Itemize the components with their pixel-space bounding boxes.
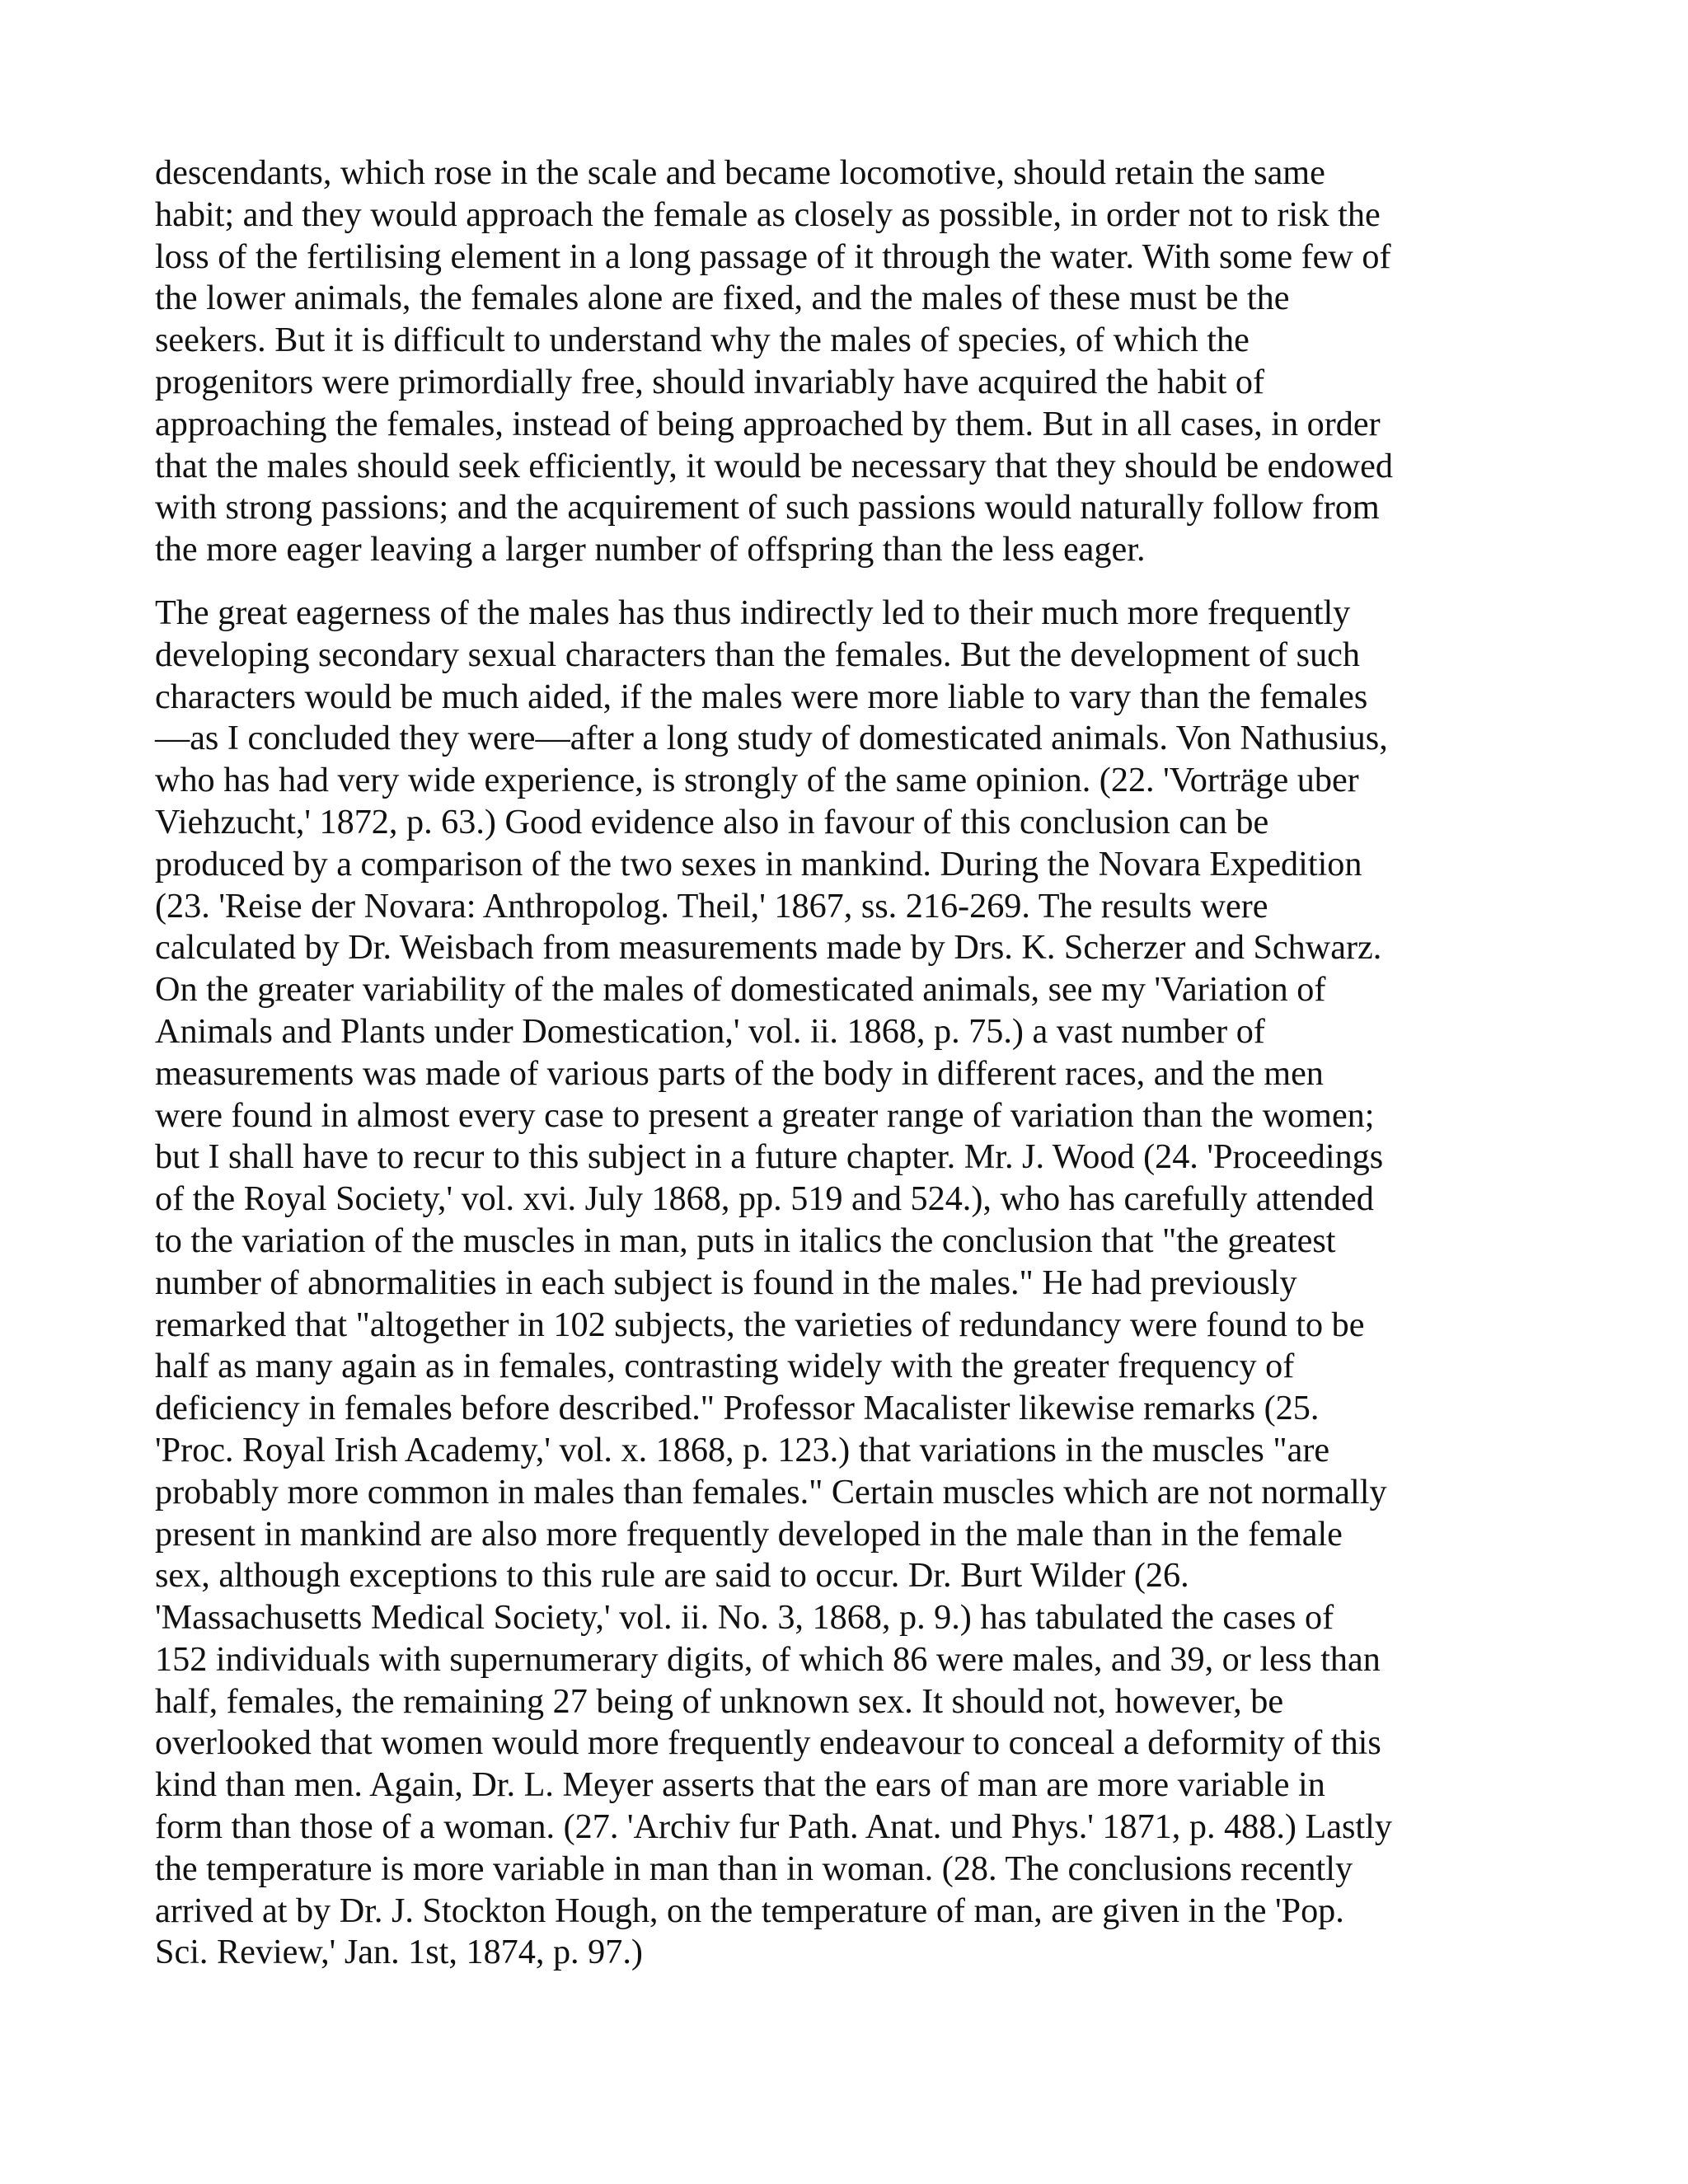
text-line: (23. 'Reise der Novara: Anthropolog. Theil,' 1867, ss. 216-269. The results were xyxy=(155,886,1268,926)
text-line: the lower animals, the females alone are fixed, and the males of these must be the xyxy=(155,279,1290,318)
text-line: Viehzucht,' 1872, p. 63.) Good evidence also in favour of this conclusion can be xyxy=(155,802,1269,841)
text-line: descendants, which rose in the scale and became locomotive, should retain the same xyxy=(155,153,1325,192)
text-line: who has had very wide experience, is strongly of the same opinion. (22. 'Vorträge uber xyxy=(155,761,1359,800)
text-line: of the Royal Society,' vol. xvi. July 1868, pp. 519 and 524.), who has carefully attended xyxy=(155,1179,1374,1219)
text-line: seekers. But it is difficult to understand why the males of species, of which the xyxy=(155,321,1250,360)
text-line: to the variation of the muscles in man, puts in italics the conclusion that "the greatest xyxy=(155,1221,1336,1260)
text-line: that the males should seek efficiently, it would be necessary that they should be endowed xyxy=(155,446,1393,485)
text-line: kind than men. Again, Dr. L. Meyer asserts that the ears of man are more variable in xyxy=(155,1765,1325,1805)
text-line: developing secondary sexual characters than the females. But the development of such xyxy=(155,635,1360,674)
text-line: produced by a comparison of the two sexes in mankind. During the Novara Expedition xyxy=(155,844,1362,883)
text-line: calculated by Dr. Weisbach from measurements made by Drs. K. Scherzer and Schwarz. xyxy=(155,928,1382,968)
text-line: deficiency in females before described." Professor Macalister likewise remarks (25. xyxy=(155,1389,1320,1428)
text-line: but I shall have to recur to this subject in a future chapter. Mr. J. Wood (24. 'Proceedings xyxy=(155,1137,1384,1177)
text-line: remarked that "altogether in 102 subjects, the varieties of redundancy were found to be xyxy=(155,1305,1365,1344)
text-line: measurements was made of various parts of the body in different races, and the men xyxy=(155,1053,1324,1093)
paragraph-2 xyxy=(155,593,1536,1974)
text-line: On the greater variability of the males of domesticated animals, see my 'Variation of xyxy=(155,970,1326,1010)
text-line: the more eager leaving a larger number of offspring than the less eager. xyxy=(155,530,1146,569)
text-line: 'Massachusetts Medical Society,' vol. ii. No. 3, 1868, p. 9.) has tabulated the cases of xyxy=(155,1598,1334,1638)
text-line: with strong passions; and the acquirement of such passions would naturally follow from xyxy=(155,488,1380,527)
text-line: loss of the fertilising element in a long passage of it through the water. With some few of xyxy=(155,237,1391,276)
text-line: progenitors were primordially free, should invariably have acquired the habit of xyxy=(155,362,1265,401)
text-line: Sci. Review,' Jan. 1st, 1874, p. 97.) xyxy=(155,1933,643,1972)
text-line: sex, although exceptions to this rule are said to occur. Dr. Burt Wilder (26. xyxy=(155,1556,1189,1596)
text-line: habit; and they would approach the female as closely as possible, in order not to risk the xyxy=(155,194,1381,234)
text-line: arrived at by Dr. J. Stockton Hough, on the temperature of man, are given in the 'Pop. xyxy=(155,1891,1344,1930)
text-line: present in mankind are also more frequently developed in the male than in the female xyxy=(155,1514,1343,1554)
paragraph-1 xyxy=(155,152,1536,571)
text-line: Animals and Plants under Domestication,' vol. ii. 1868, p. 75.) a vast number of xyxy=(155,1011,1265,1051)
text-line: 'Proc. Royal Irish Academy,' vol. x. 1868, p. 123.) that variations in the muscles "are xyxy=(155,1430,1330,1469)
text-line: number of abnormalities in each subject is found in the males." He had previously xyxy=(155,1263,1297,1302)
text-line: overlooked that women would more frequently endeavour to conceal a deformity of this xyxy=(155,1723,1381,1763)
text-line: the temperature is more variable in man than in woman. (28. The conclusions recently xyxy=(155,1849,1353,1888)
text-line: The great eagerness of the males has thus indirectly led to their much more frequently xyxy=(155,593,1351,632)
text-line: 152 individuals with supernumerary digits, of which 86 were males, and 39, or less than xyxy=(155,1639,1381,1679)
text-line: were found in almost every case to present a greater range of variation than the women; xyxy=(155,1095,1375,1135)
text-line: probably more common in males than females." Certain muscles which are not normally xyxy=(155,1472,1387,1511)
text-line: characters would be much aided, if the males were more liable to vary than the females xyxy=(155,677,1368,716)
text-line: form than those of a woman. (27. 'Archiv fur Path. Anat. und Phys.' 1871, p. 488.) Lastly xyxy=(155,1807,1392,1847)
text-line: half as many again as in females, contrasting widely with the greater frequency of xyxy=(155,1347,1295,1386)
text-line: approaching the females, instead of being approached by them. But in all cases, in order xyxy=(155,404,1381,443)
text-line: —as I concluded they were—after a long study of domesticated animals. Von Nathusius, xyxy=(155,719,1388,758)
document-page xyxy=(155,152,1536,1974)
text-line: half, females, the remaining 27 being of unknown sex. It should not, however, be xyxy=(155,1681,1284,1721)
